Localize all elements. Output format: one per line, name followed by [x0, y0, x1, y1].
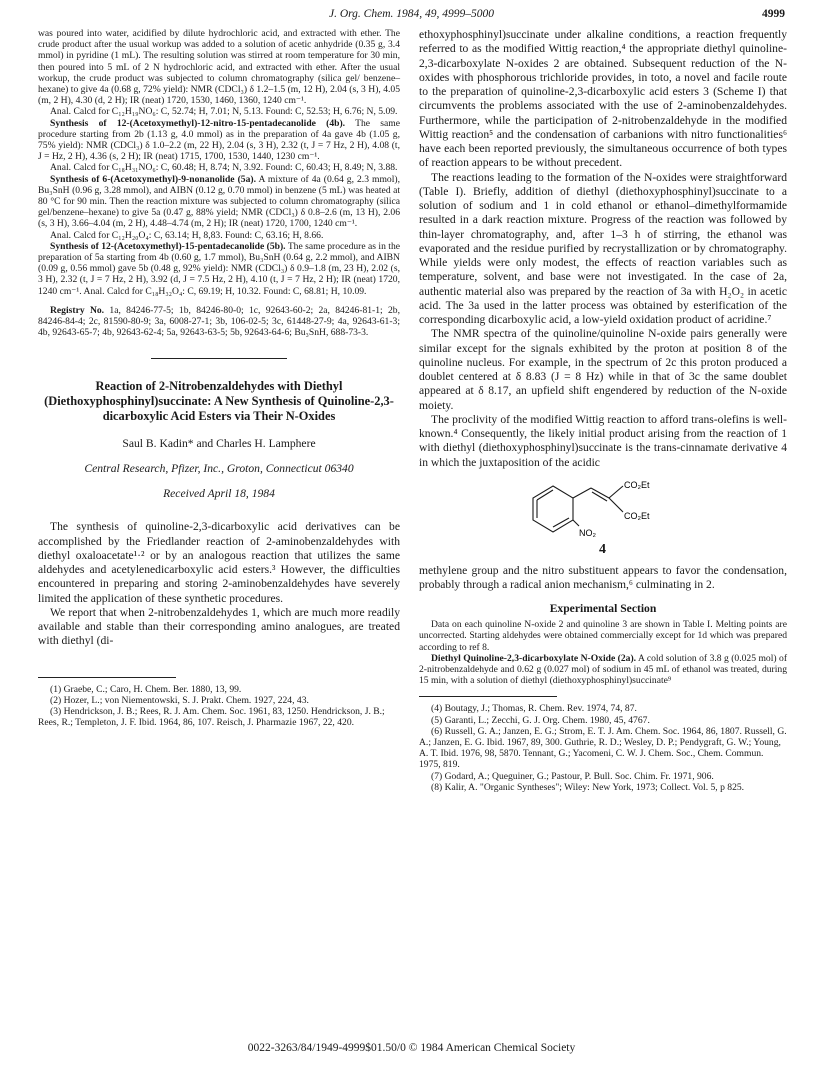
authors: Saul B. Kadin* and Charles H. Lamphere — [122, 437, 316, 451]
article-separator — [151, 358, 287, 359]
affiliation: Central Research, Pfizer, Inc., Groton, Connecticut 06340 — [84, 462, 354, 476]
analysis: Anal. Calcd for C₁₂H₂₀O₄: C, 63.14; H, 8,83. Found: C, 63.16; H, 8.66. — [50, 229, 324, 241]
paragraph: Anal. Calcd for C₁₂H₁₉NO₆: C, 52.74; H, 7.01; N, 5.13. Found: C, 52.53; H, 6.76; N, 5.09. — [50, 106, 398, 118]
registry-numbers — [38, 305, 400, 339]
footnote: (5) Garanti, L.; Zecchi, G. J. Org. Chem. 1980, 45, 4767. — [431, 714, 650, 726]
double-bond — [553, 518, 569, 527]
paragraph: We report that when 2-nitrobenzaldehydes 1, which are much more readily available and stable than their corresponding amino analogues, are treated with diethyl (di- — [38, 605, 400, 648]
synthesis-body: The same procedure starting from 2b (1.13 g, 4.0 mmol) as in the preparation of 4a gave 4b (1.05 g, 75% yield): NMR (CDCl₃) δ 1.0–2.2 (m, 22 H), 2.04 (s, 3 H), 2.32 (t, J = 7 Hz, 2 H), 4.08 (t, J = Hz, 2 H), 4.36 (s, 2 H); IR (neat) 1715, 1700, 1530, 1440, 1230 cm⁻¹. — [38, 117, 400, 163]
section-heading: Experimental Section — [549, 602, 657, 616]
received-date: Received April 18, 1984 — [163, 487, 275, 501]
nitro-group: NO₂ — [579, 527, 596, 538]
procedure-2a — [419, 653, 787, 687]
paragraph: The proclivity of the modified Wittig reaction to afford trans-olefins is well-known.⁴ Consequently, the likely initial product arising from the reaction of 1 with diethyl (diethoxyphosphinyl)succinate is the trans-cinnamate derivative 4 in which the juxtaposition of the acidic — [419, 412, 787, 469]
procedure-body: A cold solution of 3.8 g (0.025 mol) of 2-nitrobenzaldehyde and 0.62 g (0.027 mol) of sodium in 45 mL of ethanol was treated, during 15 min, with a solution of diethyl (diethoxyphosphinyl)succinate⁹ — [419, 652, 788, 687]
benzene-ring-structure — [513, 472, 683, 538]
page-number: 4999 — [762, 8, 785, 20]
paragraph: ethoxyphosphinyl)succinate under alkaline conditions, a reaction frequently referred to as the modified Wittig reaction,⁴ the appropriate diethyl quinoline-2,3-dicarboxylate N-oxides 2 are obtained. Subsequent reduction of the N-oxides with phosphorous trichloride provides, in toto, a novel and facile route to the preparation of quinoline-2,3-dicarboxylic acid esters 3 (Scheme I) that circumvents the problems associated with the use of 2-aminobenzaldehydes. Furthermore, while the participation of 2-nitrobenzaldehyde in the modified Wittig reaction⁵ and the condensation of carbanions with nitro functionalities⁶ have each been reported previously, the simultaneous occurrence of both types of reaction appears to be without precedent. — [419, 28, 787, 170]
right-column — [419, 28, 787, 793]
ester-group-top: CO₂Et — [624, 479, 650, 490]
bond-ester-2 — [609, 498, 623, 512]
footnote: (7) Godard, A.; Queguiner, G.; Pastour, P. Bull. Soc. Chim. Fr. 1971, 906. — [431, 770, 714, 782]
synthesis-body: The same procedure as in the preparation of 5a starting from 4b (0.60 g, 1.7 mmol), Bu₃SnH (0.64 g, 2.2 mmol), and AIBN (0.09 g, 0.56 mmol) gave 5b (0.48 g, 92% yield): NMR (CDCl₃) δ 0.9–1.8 (m, 23 H), 2.02 (s, 3 H), 2.32 (t, J = 7 Hz, 2 H), 3.92 (d, J = 7.5 Hz, 2 H), 4.10 (t, J = 7 Hz, 2 H); IR (neat) 1720, 1240 cm⁻¹. Anal. Calcd for C₁₈H₃₂O₄: C, 69.19; H, 10.32. Found: C, 68.81; H, 10.09. — [38, 240, 401, 297]
compound-label: 4 — [599, 541, 606, 557]
synthesis-title: Synthesis of 12-(Acetoxymethyl)-15-pentadecanolide (5b). — [50, 240, 286, 252]
left-column — [38, 28, 400, 728]
paragraph: The reactions leading to the formation of the N-oxides were straightforward (Table I). Briefly, addition of diethyl (diethoxyphosphinyl)succinate to a solution of sodium and 1 in cold ethanol or ethanol–dimethylformamide resulted in a dark reaction mixture. Progress of the reaction was followed by thin-layer chromatography, and, after 1–3 h of stirring, the ethanol was evaporated and the residue purified by recrystallization or by chromatography. While yields were only modest, the effects of reaction variables such as temperature, solvent, and base were not investigated. In the case of 2a, authentic material also was prepared by the reaction of 3a with H₂O₂ in acetic acid. The 3a used in the latter process was obtained by esterification of the corresponding dicarboxylic acid, a low-yield oxidation product of acridine.⁷ — [419, 170, 787, 326]
ester-group-bottom: CO₂Et — [624, 510, 650, 521]
paragraph: methylene group and the nitro substituent appears to favor the condensation, probably through a radical anion mechanism,⁶ culminating in 2. — [419, 563, 787, 591]
procedure-title: Diethyl Quinoline-2,3-dicarboxylate N-Oxide (2a). — [431, 652, 637, 664]
analysis: Anal. Calcd for C₁₈H₃₁NO₆: C, 60.48; H, 8.74; N, 3.92. Found: C, 60.43; H, 8.49; N, 3.88. — [50, 162, 398, 174]
footnote-rule — [419, 696, 557, 697]
footnote: (1) Graebe, C.; Caro, H. Chem. Ber. 1880, 13, 99. — [50, 683, 242, 695]
page-header — [0, 8, 823, 24]
paragraph: Data on each quinoline N-oxide 2 and quinoline 3 are shown in Table I. Melting points are uncorrected. Starting aldehydes were obtained commercially except for 1d which was prepared according to ref 8. — [419, 619, 787, 653]
structure-4 — [419, 472, 787, 560]
paragraph: The synthesis of quinoline-2,3-dicarboxylic acid derivatives can be accomplished by the Friedlander reaction of 2-aminobenzaldehydes with diethyl oxaloacetate¹·² or by an analogous reaction that utilizes the same aldehydes and acetylenedicarboxylic acid esters.³ However, the difficulties encountered in preparing and storing 2-aminobenzaldehydes have severely limited the application of these synthetic procedures. — [38, 520, 400, 605]
registry-text: 1a, 84246-77-5; 1b, 84246-80-0; 1c, 92643-60-2; 2a, 84246-81-1; 2b, 84246-84-4; 2c, 81590-80-9; 3a, 6008-27-1; 3b, 106-02-5; 3c, 61448-27-9; 4a, 92643-61-3; 4b, 92643-65-7; 4b, 92643-62-4; 5a, 92643-63-5; 5b, 92643-64-6; Bu₃SnH, 688-73-3. — [38, 304, 400, 339]
paragraph: The NMR spectra of the quinoline/quinoline N-oxide pairs generally were similar except for the signals exhibited by the proton at position 8 of the quinoline nucleus. For example, in the spectrum of 2c this proton produced a doublet centered at δ 8.83 (J = 8 Hz) while in that of 3c the same doublet appeared at δ 8.17, an upfield shift engendered by reduction of the N-oxide moiety. — [419, 327, 787, 412]
bond-ester-1 — [609, 486, 623, 498]
journal-citation: J. Org. Chem. 1984, 49, 4999–5000 — [328, 8, 495, 20]
nitro-bond — [573, 520, 579, 526]
registry-label: Registry No. — [50, 304, 105, 316]
paragraph: was poured into water, acidified by dilute hydrochloric acid, and extracted with ether. The crude product after the usual workup was added to a solution of acetic anhydride (0.35 g, 3.4 mmol) in pyridine (1 mL). The resulting solution was stirred at room temperature for 30 min, then poured into 5 mL of 2 N hydrochloric acid, and extracted with ether. After the usual workup, the crude product was subjected to column chromatography (silica gel/ benzene–hexane) to give 4a (0.68 g, 72% yield): NMR (CDCl₃) δ 1.2–1.5 (m, 12 H), 2.04 (s, 3 H), 4.05 (m, 2 H), 4.30 (d, 2 H); IR (neat) 1720, 1530, 1460, 1360, 1240 cm⁻¹. — [38, 28, 400, 107]
double-bond — [537, 490, 553, 500]
footnotes-right — [419, 696, 787, 793]
footnote: (2) Hozer, L.; von Niementowski, S. J. Prakt. Chem. 1927, 224, 43. — [50, 694, 309, 706]
benzene-ring — [533, 486, 573, 532]
synthesis-title: Synthesis of 6-(Acetoxymethyl)-9-nonanolide (5a). — [50, 173, 256, 185]
synthesis-5b — [38, 241, 400, 297]
synthesis-5a — [38, 174, 400, 230]
synthesis-body: A mixture of 4a (0.64 g, 2.3 mmol), Bu₃SnH (0.96 g, 3.28 mmol), and AIBN (0.12 g, 0.70 mmol) in benzene (5 mL) was heated at 80 °C for 90 min. Then the reaction mixture was subjected to column chromatography (silica gel/benzene–hexane) to give 5a (0.47 g, 88% yield; NMR (CDCl₃) δ 0.8–2.6 (m, 13 H), 2.06 (s, 3 H), 3.66–4.04 (m, 2 H), 4.48–4.74 (m, 2 H); IR (neat) 1720, 1700, 1240 cm⁻¹. — [38, 173, 400, 230]
footnote: (3) Hendrickson, J. B.; Rees, R. J. Am. Chem. Soc. 1961, 83, 1250. Hendrickson, J. B.; Rees, R.; Templeton, J. F. Ibid. 1964, 86, 107. Reisch, J. Pharmazie 1967, 22, 420. — [38, 705, 385, 729]
footnote: (4) Boutagy, J.; Thomas, R. Chem. Rev. 1974, 74, 87. — [431, 703, 637, 715]
synthesis-4b — [38, 118, 400, 163]
footnotes-left — [38, 677, 400, 729]
footnote: (6) Russell, G. A.; Janzen, E. G.; Strom, E. T. J. Am. Chem. Soc. 1964, 86, 1807. Russell, G. A.; Janzen, E. G. Ibid. 1967, 89, 300. Guthrie, R. D.; Wesley, D. P.; Pendygraft, G. W.; Young, A. T. Ibid. 1976, 98, 5870. Tennant, G.; Yacomeni, C. W. J. Chem. Soc., Chem. Commun. 1975, 819. — [419, 725, 787, 771]
vinyl-bond — [573, 488, 591, 498]
page-footer: 0022-3263/84/1949-4999$01.50/0 © 1984 American Chemical Society — [247, 1042, 576, 1054]
article-title: Reaction of 2-Nitrobenzaldehydes with Diethyl (Diethoxyphosphinyl)succinate: A New Synthesis of Quinoline-2,3-dicarboxylic Acid Esters via Their N-Oxides — [44, 379, 394, 423]
synthesis-title: Synthesis of 12-(Acetoxymethyl)-12-nitro-15-pentadecanolide (4b). — [50, 117, 346, 129]
footnote: (8) Kalir, A. "Organic Syntheses"; Wiley: New York, 1973; Collect. Vol. 5, p 825. — [431, 781, 745, 793]
footnote-rule — [38, 677, 176, 678]
